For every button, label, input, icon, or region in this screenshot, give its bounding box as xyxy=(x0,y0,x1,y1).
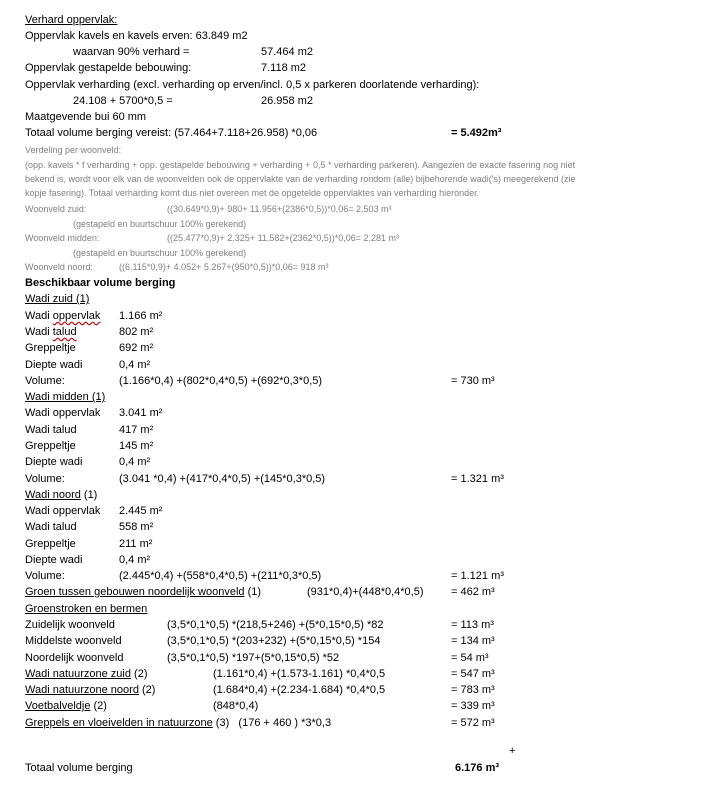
wadi-zuid-row-value: 0,4 m² xyxy=(119,359,151,371)
wadi-midden-row-value: 0,4 m² xyxy=(119,456,151,468)
natuur-zuid-suffix: (2) xyxy=(131,668,148,680)
woonveld-midden-calc: ((25.477*0,9)+ 2.325+ 11.582+(2362*0,5))*0,06= 2.281 m³ xyxy=(167,233,400,243)
greppels-label xyxy=(25,716,331,730)
spellcheck-word: oppervlak xyxy=(52,310,101,322)
wadi-zuid-row-label: Diepte wadi xyxy=(25,359,83,371)
groenstroken-row-label: Middelste woonveld xyxy=(25,635,122,647)
groen-tussen-suffix: (1) xyxy=(244,586,262,598)
verdeling-note-2: bekend is, wordt voor elk van de woonvelden ook de oppervlakte van de verharding rondom (alle) bijbehorende wadi('s) meegerekend (zie xyxy=(25,174,576,184)
groen-tussen-calc: (931*0,4)+(448*0,4*0,5) xyxy=(307,586,424,598)
wadi-noord-row-value: 2.445 m² xyxy=(119,505,163,517)
voetbal-suffix: (2) xyxy=(90,700,107,712)
sum-plus-sign: + xyxy=(509,745,516,757)
waarvan-value: 57.464 m2 xyxy=(261,46,313,58)
wadi-zuid-title: Wadi zuid (1) xyxy=(25,293,90,305)
woonveld-midden-note: (gestapeld en buurtschuur 100% gerekend) xyxy=(73,248,247,258)
wadi-noord-title xyxy=(25,488,97,502)
wadi-zuid-volume-label: Volume: xyxy=(25,375,65,387)
wadi-midden-row-value: 417 m² xyxy=(119,424,154,436)
wadi-noord-row-value: 558 m² xyxy=(119,521,154,533)
totaal-berging-value: 6.176 m³ xyxy=(455,762,500,774)
verdeling-note-3: kopje fasering). Totaal verharding komt dus niet overeen met de opgetelde oppervlaktes van verharding hieronder. xyxy=(25,188,480,198)
wadi-midden-row-value: 3.041 m² xyxy=(119,407,163,419)
verdeling-title: Verdeling per woonveld: xyxy=(25,145,122,155)
wadi-midden-row-label: Diepte wadi xyxy=(25,456,83,468)
wadi-zuid-row-label: Wadi oppervlak xyxy=(25,310,101,322)
groen-tussen-label xyxy=(25,585,261,599)
woonveld-zuid-note: (gestapeld en buurtschuur 100% gerekend) xyxy=(73,219,247,229)
wadi-noord-volume-calc: (2.445*0,4) +(558*0,4*0,5) +(211*0,3*0,5) xyxy=(119,570,322,582)
voetbal-result: = 339 m³ xyxy=(451,700,495,712)
woonveld-midden-label: Woonveld midden: xyxy=(25,233,100,243)
groenstroken-row-calc: (3,5*0,1*0,5) *197+(5*0,15*0,5) *52 xyxy=(167,652,340,664)
groen-tussen-result: = 462 m³ xyxy=(451,586,495,598)
spellcheck-word: talud xyxy=(52,326,77,338)
verdeling-note-1: (opp. kavels * f verharding + opp. gestapelde bebouwing + verharding + 0,5 * verharding parkeren). Aangezien de exacte fasering nog niet xyxy=(25,160,576,170)
woonveld-noord-label: Woonveld noord: xyxy=(25,262,93,272)
wadi-zuid-row-value: 802 m² xyxy=(119,326,154,338)
wadi-midden-title: Wadi midden (1) xyxy=(25,391,106,403)
groenstroken-row-result: = 134 m³ xyxy=(451,635,495,647)
greppels-label-text: Greppels en vloeivelden in natuurzone xyxy=(25,717,213,729)
wadi-noord-row-value: 0,4 m² xyxy=(119,554,151,566)
wadi-zuid-row-label: Greppeltje xyxy=(25,342,76,354)
natuur-noord-suffix: (2) xyxy=(138,684,156,696)
wadi-zuid-row-label: Wadi talud xyxy=(25,326,77,338)
wadi-midden-row-label: Greppeltje xyxy=(25,440,76,452)
groen-tussen-label-text: Groen tussen gebouwen noordelijk woonveld xyxy=(25,586,245,598)
bebouwing-value: 7.118 m2 xyxy=(261,62,307,74)
natuur-zuid-label-text: Wadi natuurzone zuid xyxy=(25,668,131,680)
wadi-zuid-volume-calc: (1.166*0,4) +(802*0,4*0,5) +(692*0,3*0,5) xyxy=(119,375,323,387)
verhard-heading: Verhard oppervlak: xyxy=(25,14,118,26)
woonveld-noord-calc: ((6.115*0,9)+ 4.052+ 5.267+(950*0,5))*0,06= 918 m³ xyxy=(119,262,329,272)
natuur-noord-label xyxy=(25,683,155,697)
wadi-noord-row-value: 211 m² xyxy=(119,538,153,550)
woonveld-zuid-calc: ((30.649*0,9)+ 980+ 11.956+(2386*0,5))*0,06= 2.503 m³ xyxy=(167,204,392,214)
totaal-vereist-label: Totaal volume berging vereist: (57.464+7.118+26.958) *0,06 xyxy=(25,127,318,139)
wadi-noord-row-label: Wadi oppervlak xyxy=(25,505,101,517)
greppels-result: = 572 m³ xyxy=(451,717,495,729)
groenstroken-row-label: Noordelijk woonveld xyxy=(25,652,124,664)
wadi-zuid-row-value: 692 m² xyxy=(119,342,154,354)
voetbal-label-text: Voetbalveldje xyxy=(25,700,91,712)
voetbal-label xyxy=(25,699,107,713)
groenstroken-row-calc: (3,5*0,1*0,5) *(203+232) +(5*0,15*0,5) *154 xyxy=(167,635,381,647)
verharding-value: 26.958 m2 xyxy=(261,95,313,107)
wadi-midden-row-label: Wadi talud xyxy=(25,424,77,436)
bui-line: Maatgevende bui 60 mm xyxy=(25,111,147,123)
kavels-line: Oppervlak kavels en kavels erven: 63.849 m2 xyxy=(25,30,248,42)
greppels-suffix: (3) (176 + 460 ) *3*0,3 xyxy=(212,717,332,729)
groenstroken-row-result: = 54 m³ xyxy=(451,652,489,664)
groenstroken-title: Groenstroken en bermen xyxy=(25,603,148,615)
natuur-zuid-result: = 547 m³ xyxy=(451,668,495,680)
wadi-noord-row-label: Diepte wadi xyxy=(25,554,83,566)
waarvan-label: waarvan 90% verhard = xyxy=(73,46,190,58)
wadi-midden-volume-label: Volume: xyxy=(25,473,65,485)
wadi-midden-volume-calc: (3.041 *0,4) +(417*0,4*0,5) +(145*0,3*0,5) xyxy=(119,473,326,485)
wadi-zuid-row-value: 1.166 m² xyxy=(119,310,163,322)
natuur-noord-calc: (1.684*0,4) +(2.234-1.684) *0,4*0,5 xyxy=(213,684,386,696)
wadi-midden-row-value: 145 m² xyxy=(119,440,154,452)
wadi-midden-volume-result: = 1.321 m³ xyxy=(451,473,504,485)
natuur-zuid-calc: (1.161*0,4) +(1.573-1.161) *0,4*0,5 xyxy=(213,668,386,680)
wadi-noord-title-text: Wadi noord xyxy=(25,489,81,501)
verharding-calc: 24.108 + 5700*0,5 = xyxy=(73,95,173,107)
wadi-noord-volume-label: Volume: xyxy=(25,570,65,582)
groenstroken-row-result: = 113 m³ xyxy=(451,619,494,631)
groenstroken-row-label: Zuidelijk woonveld xyxy=(25,619,115,631)
wadi-noord-row-label: Greppeltje xyxy=(25,538,76,550)
natuur-noord-label-text: Wadi natuurzone noord xyxy=(25,684,139,696)
wadi-midden-row-label: Wadi oppervlak xyxy=(25,407,101,419)
bebouwing-label: Oppervlak gestapelde bebouwing: xyxy=(25,62,192,74)
groenstroken-row-calc: (3,5*0,1*0,5) *(218,5+246) +(5*0,15*0,5) *82 xyxy=(167,619,384,631)
wadi-noord-volume-result: = 1.121 m³ xyxy=(451,570,504,582)
beschikbaar-heading: Beschikbaar volume berging xyxy=(25,277,176,289)
natuur-zuid-label xyxy=(25,667,148,681)
totaal-berging-label: Totaal volume berging xyxy=(25,762,133,774)
voetbal-calc: (848*0,4) xyxy=(213,700,259,712)
verharding-label: Oppervlak verharding (excl. verharding op erven/incl. 0,5 x parkeren doorlatende verharding): xyxy=(25,79,480,91)
woonveld-zuid-label: Woonveld zuid: xyxy=(25,204,87,214)
wadi-noord-title-suffix: (1) xyxy=(80,489,98,501)
natuur-noord-result: = 783 m³ xyxy=(451,684,495,696)
wadi-zuid-volume-result: = 730 m³ xyxy=(451,375,495,387)
totaal-vereist-value: = 5.492m³ xyxy=(451,127,502,139)
wadi-noord-row-label: Wadi talud xyxy=(25,521,77,533)
